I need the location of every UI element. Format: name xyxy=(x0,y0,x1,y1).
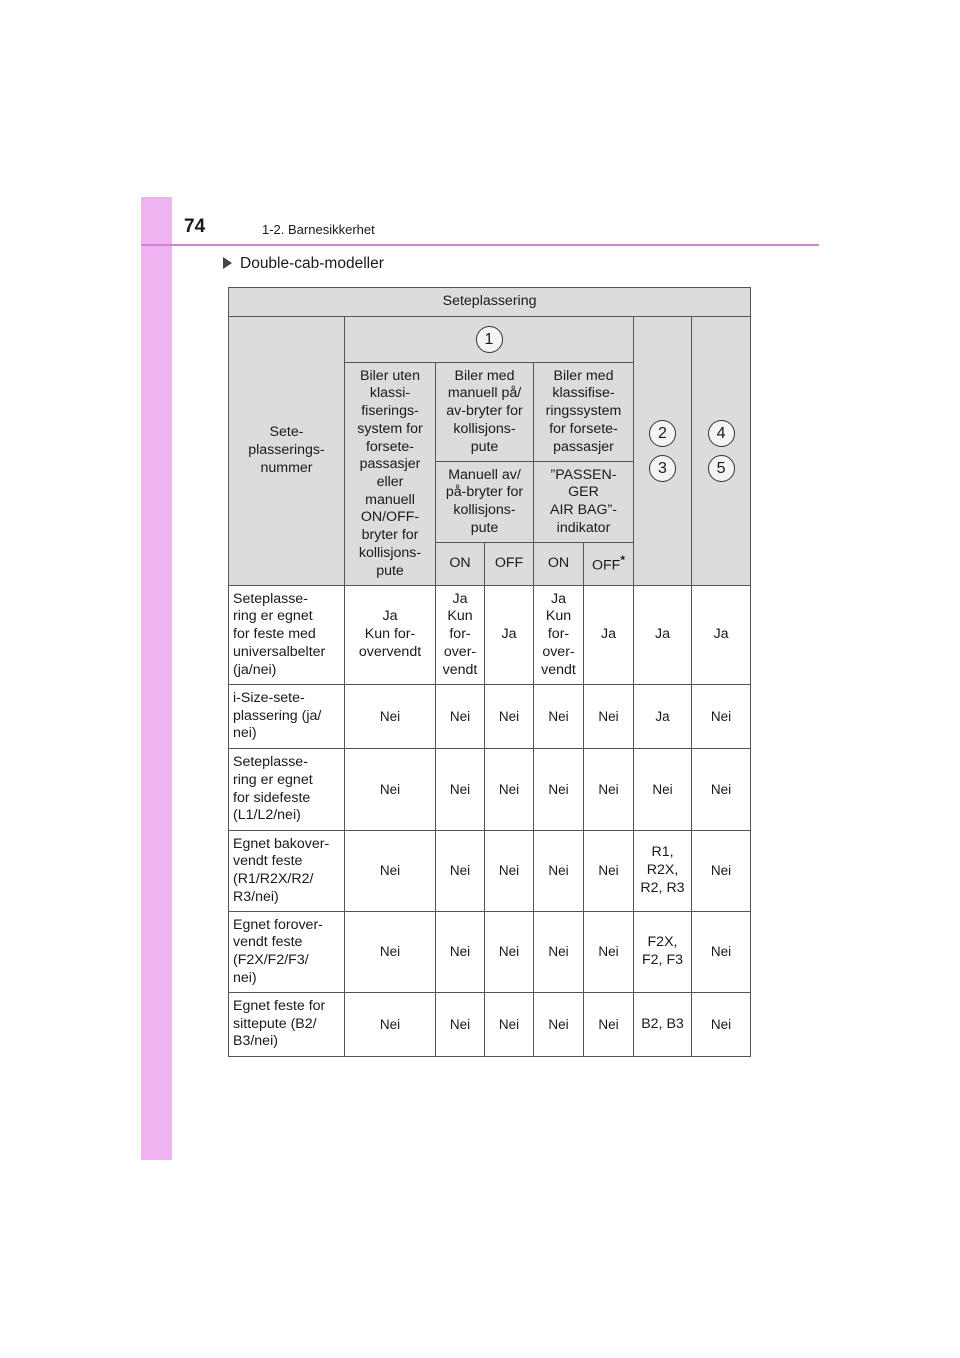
table-cell: R1, R2X, R2, R3 xyxy=(634,831,692,912)
off-label-2 xyxy=(584,543,634,586)
page-number: 74 xyxy=(184,216,206,237)
table-cell: Nei xyxy=(436,685,485,749)
section-title: 1-2. Barnesikkerhet xyxy=(262,222,375,237)
sidebar-tab xyxy=(141,197,172,1160)
table-cell: Ja xyxy=(485,586,534,685)
row-label: Seteplasse- ring er egnet for sidefeste (L1/L2/nei) xyxy=(229,749,345,831)
table-cell: Ja xyxy=(634,685,692,749)
footnote-asterisk: * xyxy=(620,553,626,568)
seat-1-cell xyxy=(345,317,634,363)
table-cell: Nei xyxy=(485,749,534,831)
row-label: Seteplasse- ring er egnet for feste med universalbelter (ja/nei) xyxy=(229,586,345,685)
table-cell: Nei xyxy=(485,831,534,912)
table-cell: Nei xyxy=(485,993,534,1057)
seat-number-2: 2 xyxy=(649,420,676,447)
table-cell: Nei xyxy=(584,912,634,993)
table-cell: Nei xyxy=(692,831,751,912)
seat-2-3-cell xyxy=(634,317,692,586)
seteplassering-header: Seteplassering xyxy=(229,288,751,317)
subheading xyxy=(223,255,384,273)
table-cell: Nei xyxy=(692,749,751,831)
table-row xyxy=(229,749,751,831)
table-cell: Nei xyxy=(436,912,485,993)
table-cell: Nei xyxy=(345,749,436,831)
arrow-icon xyxy=(223,257,232,269)
table-cell: Nei xyxy=(634,749,692,831)
row-label: Egnet feste for sittepute (B2/ B3/nei) xyxy=(229,993,345,1057)
table-row xyxy=(229,586,751,685)
table-cell: Ja xyxy=(634,586,692,685)
table-cell: Nei xyxy=(345,685,436,749)
table-cell: Ja Kun for- over- vendt xyxy=(534,586,584,685)
seat-table xyxy=(228,287,751,1057)
seat-number-4: 4 xyxy=(708,420,735,447)
table-cell: Nei xyxy=(485,912,534,993)
table-row xyxy=(229,831,751,912)
table-cell: Nei xyxy=(534,685,584,749)
table-cell: Nei xyxy=(436,831,485,912)
table-cell: Nei xyxy=(345,993,436,1057)
table-cell: F2X, F2, F3 xyxy=(634,912,692,993)
table-cell: Ja Kun for- over- vendt xyxy=(436,586,485,685)
table-cell: Nei xyxy=(692,685,751,749)
table-cell: Nei xyxy=(534,993,584,1057)
table-cell: Nei xyxy=(345,912,436,993)
table-cell: Nei xyxy=(534,912,584,993)
table-cell: Nei xyxy=(692,993,751,1057)
header-divider xyxy=(141,244,819,246)
table-row xyxy=(229,685,751,749)
col-a-description: Biler uten klassi- fiserings- system for forsete- passasjer eller manuell ON/OFF- bryter for kollisjons- pute xyxy=(345,363,436,586)
off-label-2-text: OFF xyxy=(591,558,621,575)
table-cell: Ja xyxy=(584,586,634,685)
row-header-label: Sete- plasserings- nummer xyxy=(229,317,345,586)
col-c-description: Biler med klassifise- ringssystem for forsete- passasjer xyxy=(534,363,634,462)
table-cell: Ja xyxy=(692,586,751,685)
table-cell: Nei xyxy=(584,831,634,912)
table-row xyxy=(229,912,751,993)
row-label: Egnet bakover- vendt feste (R1/R2X/R2/ R3/nei) xyxy=(229,831,345,912)
table-cell: Nei xyxy=(436,993,485,1057)
row-label: Egnet forover- vendt feste (F2X/F2/F3/ nei) xyxy=(229,912,345,993)
table-cell: B2, B3 xyxy=(634,993,692,1057)
table-cell: Nei xyxy=(584,685,634,749)
off-label-1: OFF xyxy=(485,543,534,586)
col-b-description: Biler med manuell på/ av-bryter for kollisjons- pute xyxy=(436,363,534,462)
col-c-indicator: ”PASSEN- GER AIR BAG”- indikator xyxy=(534,462,634,543)
seat-4-5-cell xyxy=(692,317,751,586)
table-cell: Nei xyxy=(584,749,634,831)
row-label: i-Size-sete- plassering (ja/ nei) xyxy=(229,685,345,749)
table-cell: Ja Kun for- overvendt xyxy=(345,586,436,685)
seat-number-1: 1 xyxy=(476,326,503,353)
table-cell: Nei xyxy=(584,993,634,1057)
table-cell: Nei xyxy=(692,912,751,993)
table-cell: Nei xyxy=(534,831,584,912)
table-cell: Nei xyxy=(534,749,584,831)
table-cell: Nei xyxy=(485,685,534,749)
on-label-1: ON xyxy=(436,543,485,586)
on-label-2: ON xyxy=(534,543,584,586)
table-cell: Nei xyxy=(345,831,436,912)
subheading-text: Double-cab-modeller xyxy=(240,255,384,272)
table-row xyxy=(229,993,751,1057)
table-cell: Nei xyxy=(436,749,485,831)
seat-number-3: 3 xyxy=(649,455,676,482)
seat-number-5: 5 xyxy=(708,455,735,482)
col-b-switch: Manuell av/ på-bryter for kollisjons- pute xyxy=(436,462,534,543)
